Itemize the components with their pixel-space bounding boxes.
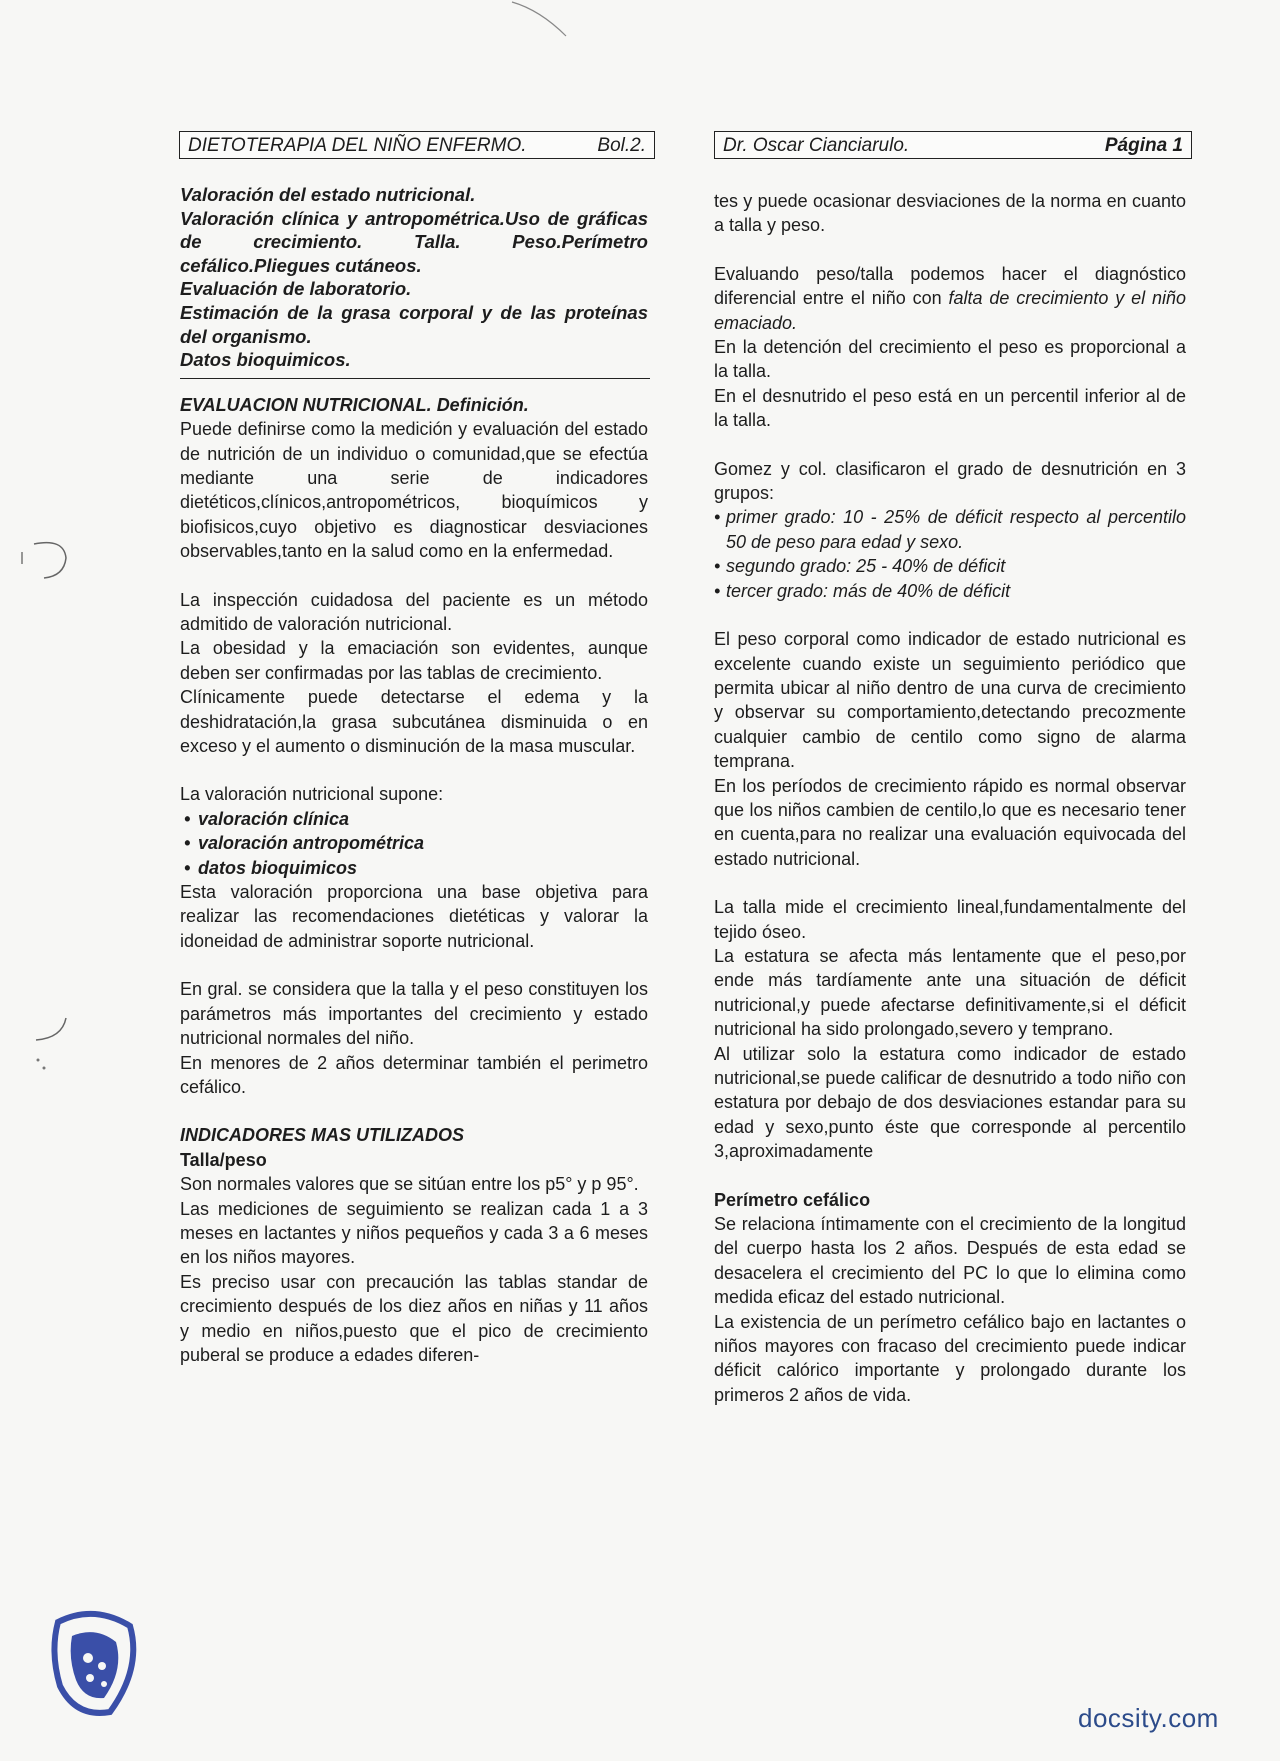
paragraph-desnutrido: En el desnutrido el peso está en un percentil inferior al de la talla.: [714, 385, 1186, 431]
paragraph-normales: Son normales valores que se sitúan entre los p5° y p 95°.: [180, 1174, 639, 1195]
paragraph-continuation: tes y puede ocasionar desviaciones de la norma en cuanto a talla y peso.: [714, 191, 1186, 236]
scan-mark-top: [510, 0, 570, 40]
paragraph-definicion: Puede definirse como la medición y evaluación del estado de nutrición de un individuo o comunidad,que se efectúa mediante una serie de indicadores dietéticos,clínicos,antropométricos, bioquímicos y biofisicos,cuyo objetivo es diagnosticar desviaciones observables,tanto en la salud como en la enfermedad.: [180, 419, 648, 562]
paragraph-relaciona: Se relaciona íntimamente con el crecimiento de la longitud del cuerpo hasta los 2 años. Después de esta edad se desacelera el crecimiento del PC lo que lo elimina como medida eficaz del estado nutricional.: [714, 1214, 1186, 1308]
paragraph-estatura: La estatura se afecta más lentamente que el peso,por ende más tardíamente ante una situación de déficit nutricional,y puede afectarse definitivamente,si el déficit nutricional ha sido prolongado,severo y temprano.: [714, 945, 1186, 1040]
paragraph-en-gral: En gral. se considera que la talla y el peso constituyen los parámetros más importantes del crecimiento y estado nutricional normales del niño.: [180, 979, 648, 1049]
bulletin-number: Bol.2.: [597, 135, 646, 156]
page-number: Página 1: [1104, 135, 1183, 156]
right-column: [714, 189, 1186, 1407]
paragraph-inspeccion: La inspección cuidadosa del paciente es un método admitido de valoración nutricional.: [180, 589, 648, 634]
subheading-perimetro-cefalico: Perímetro cefálico: [714, 1189, 871, 1210]
subheading-talla-peso: Talla/peso: [180, 1149, 267, 1170]
topic-item: Evaluación de laboratorio.: [180, 278, 412, 300]
topic-item: Valoración clínica y antropométrica.Uso de gráficas de crecimiento. Talla. Peso.Perímetro cefálico.Pliegues cutáneos.: [180, 207, 648, 276]
section-heading-text: EVALUACION NUTRICIONAL.: [180, 394, 432, 415]
paragraph-mediciones: Las mediciones de seguimiento se realizan cada 1 a 3 meses en lactantes y niños pequeños y cada 3 a 6 meses en los niños mayores.: [180, 1198, 648, 1268]
section-heading-definition: Definición.: [436, 394, 529, 415]
topics-list: [180, 183, 648, 372]
paragraph-gomez: Gomez y col. clasificaron el grado de desnutrición en 3 grupos:: [714, 458, 1186, 504]
paragraph-peso-corporal: El peso corporal como indicador de estado nutricional es excelente cuando existe un seguimiento periódico que permita ubicar al niño dentro de una curva de crecimiento y observar su comportamiento,detectando precozmente cualquier cambio de centilo como signo de alarma temprana.: [714, 629, 1186, 772]
list-item: • datos bioquimicos: [180, 856, 648, 880]
supone-list: [180, 807, 648, 880]
paragraph-evaluando: [714, 262, 1186, 335]
paragraph-al-utilizar: Al utilizar solo la estatura como indicador de estado nutricional,se puede calificar de desnutrido a todo niño con estatura por debajo de dos desviaciones estandar para su edad y sexo,punto éste que corresponde al percentilo 3,aproximadamente: [714, 1043, 1186, 1162]
list-item: • valoración antropométrica: [180, 831, 648, 855]
author-name: Dr. Oscar Cianciarulo.: [723, 135, 910, 156]
docsity-logo-icon[interactable]: [50, 1608, 138, 1718]
paragraph-detencion: En la detención del crecimiento el peso es proporcional a la talla.: [714, 337, 1186, 382]
list-item: • tercer grado: más de 40% de déficit: [714, 579, 1186, 603]
section-divider: [180, 378, 650, 379]
paragraph-existencia: La existencia de un perímetro cefálico bajo en lactantes o niños mayores con fracaso del crecimiento puede indicar déficit calórico importante y prolongado durante los primeros 2 años de vida.: [714, 1311, 1186, 1405]
header-left-box: [179, 131, 655, 159]
paragraph-menores: En menores de 2 años determinar también el perimetro cefálico.: [180, 1052, 648, 1097]
watermark-docsity[interactable]: docsity.com: [1078, 1703, 1219, 1733]
list-item: • primer grado: 10 - 25% de déficit respecto al percentilo 50 de peso para edad y sexo.: [714, 505, 1186, 554]
topic-item: Estimación de la grasa corporal y de las proteínas del organismo.: [180, 301, 648, 347]
list-item: • valoración clínica: [180, 807, 648, 831]
paragraph-talla-mide: La talla mide el crecimiento lineal,fundamentalmente del tejido óseo.: [714, 897, 1186, 942]
course-title: DIETOTERAPIA DEL NIÑO ENFERMO.: [188, 135, 527, 156]
paragraph-esta-valoracion: Esta valoración proporciona una base objetiva para realizar las recomendaciones dietéticas y valorar la idoneidad de administrar soporte nutricional.: [180, 882, 648, 951]
left-column: [180, 183, 648, 1367]
paragraph-periodos: En los períodos de crecimiento rápido es normal observar que los niños cambien de centilo,lo que es necesario tener en cuenta,para no realizar una evaluación equivocada del estado nutricional.: [714, 775, 1186, 869]
grados-list: [714, 505, 1186, 603]
paragraph-preciso: Es preciso usar con precaución las tablas standar de crecimiento después de los diez años en niñas y 11 años y medio en niños,puesto que el pico de crecimiento puberal se produce a edades diferen-: [180, 1271, 648, 1365]
paragraph-supone: La valoración nutricional supone:: [180, 784, 444, 805]
punch-hole-mark-upper: [14, 530, 74, 590]
topic-item: Datos bioquimicos.: [180, 349, 351, 371]
topic-item: Valoración del estado nutricional.: [180, 184, 476, 205]
punch-hole-mark-lower: [14, 1010, 74, 1080]
paragraph-evaluando-text: Evaluando peso/talla podemos hacer el diagnóstico diferencial entre el niño con: [714, 263, 1186, 309]
paragraph-obesidad: La obesidad y la emaciación son evidentes, aunque deben ser confirmadas por las tablas de crecimiento.: [180, 638, 648, 683]
section-heading-indicadores: INDICADORES MAS UTILIZADOS: [180, 1125, 465, 1146]
paragraph-clinicamente: Clínicamente puede detectarse el edema y la deshidratación,la grasa subcutánea disminuida o en exceso y el aumento o disminución de la masa muscular.: [180, 687, 648, 757]
paragraph-evaluando-italic: falta de crecimiento y el niño emaciado.: [714, 288, 1187, 333]
section-heading-evaluacion: [180, 393, 648, 417]
header-right-box: [714, 131, 1192, 159]
list-item: • segundo grado: 25 - 40% de déficit: [714, 554, 1186, 578]
